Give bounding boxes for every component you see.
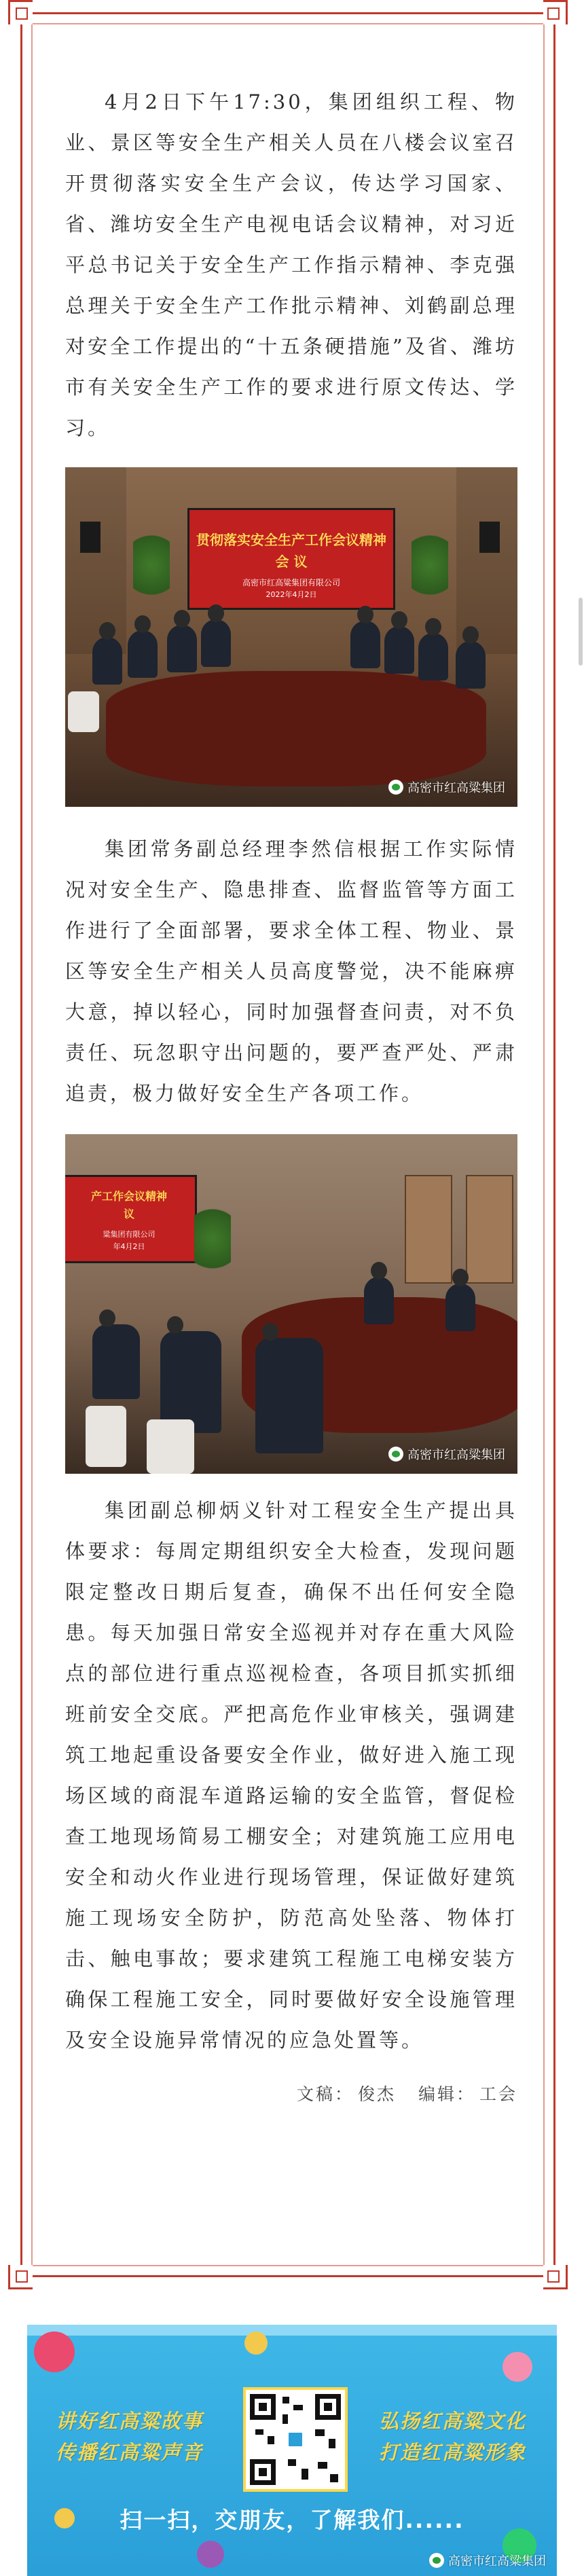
door bbox=[466, 1175, 513, 1284]
meeting-photo-1 bbox=[65, 467, 517, 807]
speaker-icon bbox=[80, 522, 101, 553]
projection-screen bbox=[65, 1175, 197, 1263]
logo-icon bbox=[287, 2431, 304, 2448]
frame-corner-ornament bbox=[8, 2265, 33, 2289]
frame-corner-ornament bbox=[8, 0, 33, 24]
article-body bbox=[65, 27, 517, 2105]
slogan-right-1: 弘扬红高粱文化 bbox=[379, 2410, 527, 2433]
article-paragraph-3: 集团副总柳炳义针对工程安全生产提出具体要求：每周定期组织安全大检查，发现问题限定整改日期后复查，确保不出任何安全隐患。每天加强日常安全巡视并对存在重大风险点的部位进行重点巡视检查，各项目抓实抓细班前安全交底。严把高危作业审核关，强调建筑工地起重设备要安全作业，做好进入施工现场区域的商混车道路运输的安全监管，督促检查工地现场简易工棚安全；对建筑施工应用电安全和动火作业进行现场管理，保证做好建筑施工现场安全防护，防范高处坠落、物体打击、触电事故；要求建筑工程施工电梯安装方确保工程施工安全，同时要做好安全设施管理及安全设施异常情况的应急处置等。 bbox=[65, 1499, 517, 2052]
decor-bubble bbox=[197, 2541, 224, 2568]
decor-bubble bbox=[34, 2332, 75, 2372]
screen-title: 贯彻落实安全生产工作会议精神 bbox=[196, 532, 386, 548]
screen-company: 粱集团有限公司 bbox=[103, 1230, 156, 1239]
photo-watermark: 高密市红高粱集团 bbox=[388, 778, 505, 796]
banner-watermark: 高密市红高粱集团 bbox=[429, 2552, 546, 2569]
article-paragraph-1: 4月2日下午17:30，集团组织工程、物业、景区等安全生产相关人员在八楼会议室召开贯彻落实安全生产会议，传达学习国家、省、潍坊安全生产电视电话会议精神，对习近平总书记关于安全生产工作指示精神、李克强总理关于安全生产工作批示精神、刘鹤副总理对安全工作提出的“十五条硬措施”及省、潍坊市有关安全生产工作的要求进行原文传达、学习。 bbox=[65, 90, 517, 439]
photo-watermark: 高密市红高粱集团 bbox=[388, 1445, 505, 1463]
slogan-left-1: 讲好红高粱故事 bbox=[56, 2410, 204, 2433]
screen-title: 产工作会议精神 bbox=[90, 1190, 167, 1203]
decor-bubble bbox=[244, 2332, 268, 2355]
writer-name: 俊杰 bbox=[358, 2084, 397, 2104]
wechat-icon bbox=[429, 2553, 444, 2568]
projection-screen bbox=[187, 508, 395, 610]
article-paragraph-2: 集团常务副总经理李然信根据工作实际情况对安全生产、隐患排查、监督监管等方面工作进行了全面部署，要求全体工程、物业、景区等安全生产相关人员高度警觉，决不能麻痹大意，掉以轻心，同时加强督查问责，对不负责任、玩忽职守出问题的，要严查严处、严肃追责，极力做好安全生产各项工作。 bbox=[65, 837, 517, 1105]
wechat-icon bbox=[388, 780, 403, 795]
frame-corner-ornament bbox=[543, 2265, 568, 2289]
screen-subtitle: 议 bbox=[123, 1208, 134, 1220]
decor-bubble bbox=[503, 2352, 532, 2382]
follow-banner bbox=[27, 2325, 557, 2576]
slogan-left-2: 传播红高粱声音 bbox=[56, 2441, 204, 2464]
scrollbar-thumb[interactable] bbox=[579, 598, 583, 666]
screen-subtitle: 会 议 bbox=[275, 554, 308, 570]
door bbox=[405, 1175, 452, 1284]
meeting-photo-2 bbox=[65, 1134, 517, 1474]
screen-date: 2022年4月2日 bbox=[266, 590, 317, 599]
frame-corner-ornament bbox=[543, 0, 568, 24]
plant-icon bbox=[412, 535, 448, 610]
screen-date: 年4月2日 bbox=[113, 1242, 145, 1251]
scan-tagline: 扫一扫，交朋友，了解我们...... bbox=[120, 2507, 464, 2533]
editor-label: 编辑： bbox=[418, 2084, 475, 2104]
article-credit bbox=[65, 2081, 517, 2105]
wechat-icon bbox=[388, 1447, 403, 1462]
plant-icon bbox=[194, 1209, 231, 1284]
speaker-icon bbox=[479, 522, 500, 553]
editor-name: 工会 bbox=[479, 2084, 517, 2104]
writer-label: 文稿： bbox=[296, 2084, 354, 2104]
screen-company: 高密市红高粱集团有限公司 bbox=[242, 578, 340, 587]
slogan-right-2: 打造红高粱形象 bbox=[379, 2441, 527, 2464]
plant-icon bbox=[133, 535, 170, 610]
conference-table bbox=[106, 671, 486, 786]
qr-code-icon[interactable] bbox=[246, 2390, 345, 2489]
